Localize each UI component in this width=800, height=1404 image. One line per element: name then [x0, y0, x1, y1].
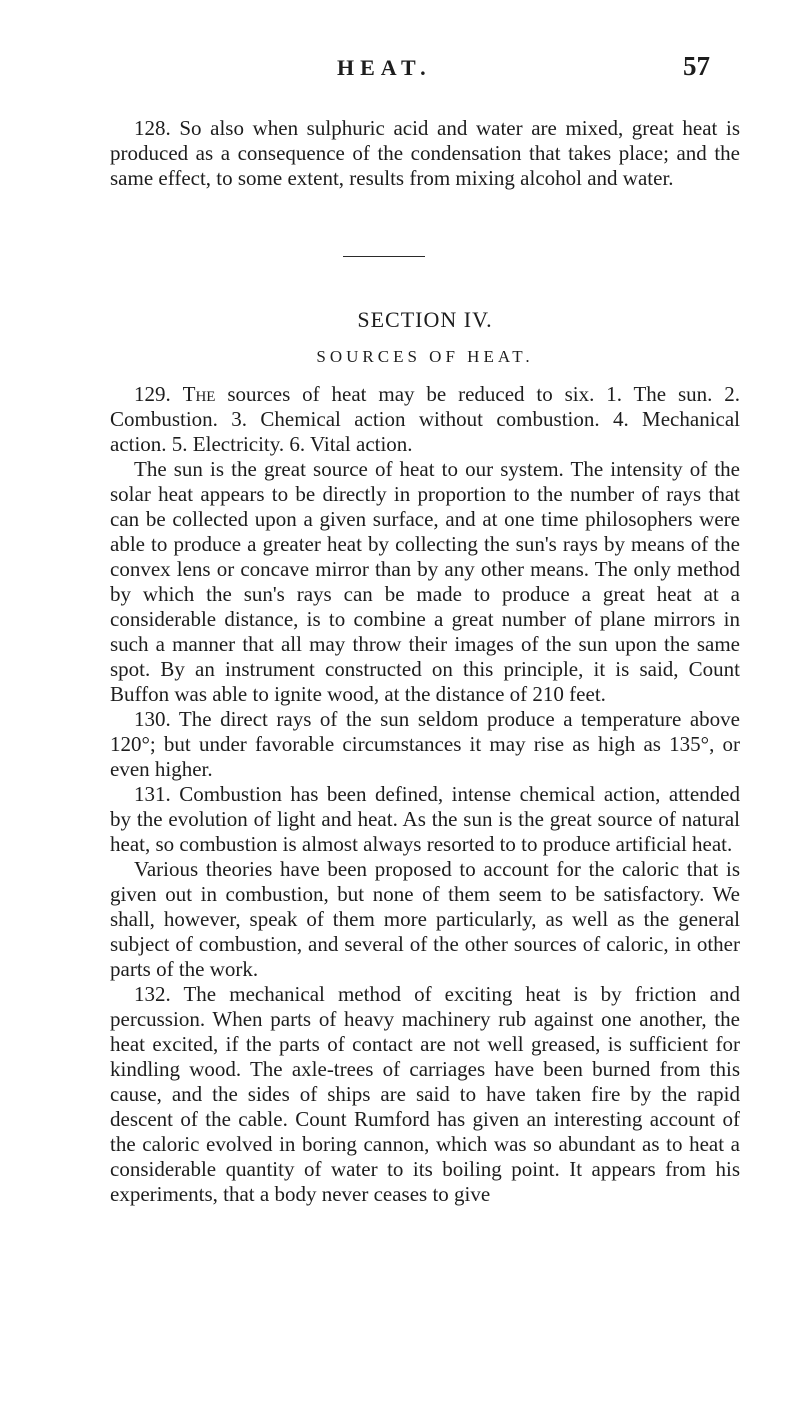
paragraph-129-text: sources of heat may be reduced to six. 1. The sun. 2. Combustion. 3. Chemical action without combustion. 4. Mechanical action. 5. Electricity. 6. Vital action.	[110, 382, 741, 456]
text-block-main	[110, 382, 740, 1207]
paragraph-theories: Various theories have been proposed to account for the caloric that is given out in combustion, but none of them seem to be satisfactory. We shall, however, speak of them more particularly, as well as the general subject of combustion, and several of the other sources of caloric, in other parts of the work.	[110, 857, 740, 981]
paragraph-sun: The sun is the great source of heat to our system. The intensity of the solar heat appears to be directly in proportion to the number of rays that can be collected upon a given surface, and at one time philosophers were able to produce a greater heat by collecting the sun's rays by means of the convex lens or concave mirror than by any other means. The only method by which the sun's rays can be made to produce a great heat at a considerable distance, is to combine a great number of plane mirrors in such a manner that all may throw their images of the sun upon the same spot. By an instrument constructed on this principle, it is said, Count Buffon was able to ignite wood, at the distance of 210 feet.	[110, 457, 740, 706]
paragraph-129-lead: The	[182, 382, 216, 406]
paragraph-130: 130. The direct rays of the sun seldom produce a temperature above 120°; but under favorable circumstances it may rise as high as 135°, or even higher.	[110, 707, 740, 781]
running-title: HEAT.	[337, 55, 432, 80]
paragraph-131: 131. Combustion has been defined, intense chemical action, attended by the evolution of light and heat. As the sun is the great source of natural heat, so combustion is almost always resorted to to produce artificial heat.	[110, 782, 740, 856]
section-divider	[343, 256, 425, 257]
page-number: 57	[683, 51, 710, 81]
paragraph-128: 128. So also when sulphuric acid and water are mixed, great heat is produced as a consequence of the condensation that takes place; and the same effect, to some extent, results from mixing alcohol and water.	[110, 116, 740, 190]
section-heading: SECTION IV.	[357, 307, 493, 332]
paragraph-129: 129. The sources of heat may be reduced to six. 1. The sun. 2. Combustion. 3. Chemical action without combustion. 4. Mechanical action. 5. Electricity. 6. Vital action.	[110, 382, 741, 456]
paragraph-132: 132. The mechanical method of exciting heat is by friction and percussion. When parts of heavy machinery rub against one another, the heat excited, if the parts of contact are not well greased, is sufficient for kindling wood. The axle-trees of carriages have been burned from this cause, and the sides of ships are said to have taken fire by the rapid descent of the cable. Count Rumford has given an interesting account of the caloric evolved in boring cannon, which was so abundant as to heat a considerable quantity of water to its boiling point. It appears from his experiments, that a body never ceases to give	[110, 982, 740, 1206]
text-block-top	[110, 116, 740, 191]
section-subheading: SOURCES OF HEAT.	[316, 347, 534, 366]
running-head	[110, 51, 710, 95]
